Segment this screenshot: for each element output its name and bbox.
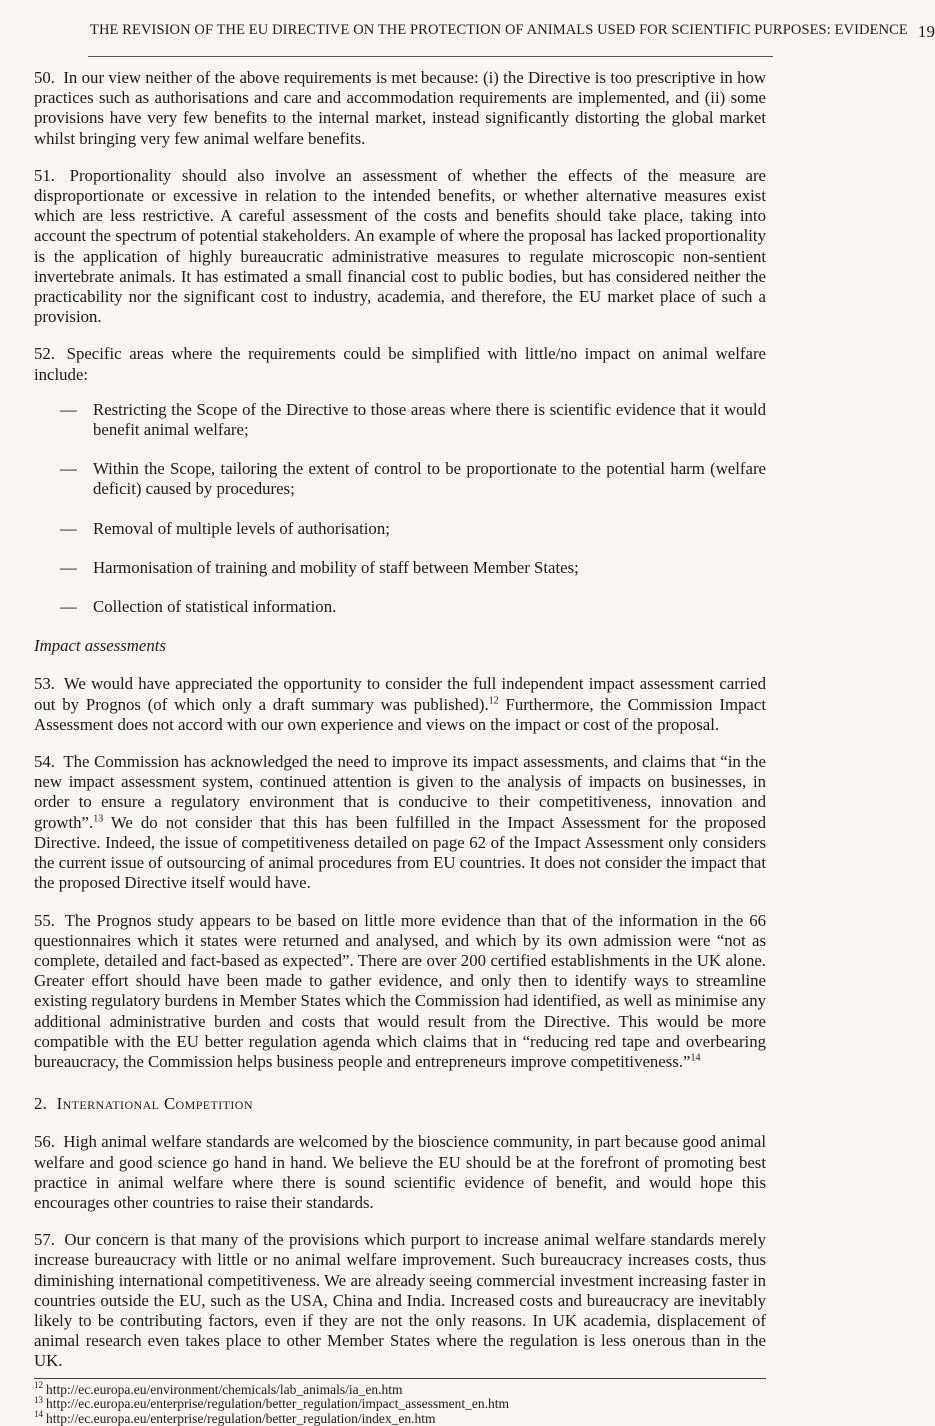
paragraph-text: Proportionality should also involve an assessment of whether the effects of the measure are disproportionate or excessive in relation to the intended benefits, or whether alternative measures exist which are less restrictive. A careful assessment of the costs and benefits should take place, taking into account the spectrum of potential stakeholders. An example of where the proposal has lacked proportionality is the application of highly bureaucratic administrative measures to regulate microscopic non-sentient invertebrate animals. It has estimated a small financial cost to public bodies, but has considered neither the practicability nor the significant cost to industry, academia, and therefore, the EU market place of such a provision. [34, 165, 767, 327]
footnotes [34, 1380, 766, 1426]
paragraph-number: 50. [34, 68, 55, 87]
list-item-text: Removal of multiple levels of authorisation; [93, 518, 390, 538]
footnote-rule [34, 1378, 766, 1379]
dash-marker: — [60, 399, 77, 419]
section-title: International Competition [56, 1094, 253, 1114]
paragraph-text: We would have appreciated the opportunity to consider the full independent impact assessment carried out by Prognos (of which only a draft summary was published). [34, 674, 766, 714]
paragraph-text-cont: Furthermore, the Commission Impact Assessment does not accord with our own experience and views on the impact or cost of the proposal. [34, 694, 766, 734]
paragraph-number: 53. [34, 674, 55, 694]
list-item [34, 597, 766, 617]
list-item-text: Collection of statistical information. [93, 597, 337, 617]
footnote-13 [34, 1394, 766, 1412]
paragraph-number: 52. [34, 344, 55, 364]
dash-marker: — [60, 557, 77, 577]
section-heading-international-competition [34, 1094, 766, 1114]
paragraph-text: The Commission has acknowledged the need to improve its impact assessments, and claims that “in the new impact assessment system, continued attention is given to the analysis of impacts on businesses, in order to ensure a regulatory environment that is conducive to their competitiveness, innovation and growth”. [34, 752, 766, 832]
running-title: THE REVISION OF THE EU DIRECTIVE ON THE PROTECTION OF ANIMALS USED FOR SCIENTIFIC PURPOSES: EVIDENCE [90, 22, 908, 38]
dash-marker: — [60, 459, 77, 479]
paragraph-53 [34, 674, 766, 735]
list-item-text: Restricting the Scope of the Directive to those areas where there is scientific evidence that it would benefit animal welfare; [93, 399, 766, 440]
list-item-text: Within the Scope, tailoring the extent of control to be proportionate to the potential harm (welfare deficit) caused by procedures; [93, 459, 766, 499]
list-item-text: Harmonisation of training and mobility of staff between Member States; [93, 557, 579, 577]
footnote-link[interactable]: http://ec.europa.eu/enterprise/regulation/better_regulation/impact_assessment_en.htm [46, 1396, 509, 1412]
impact-assessments-heading: Impact assessments [34, 636, 166, 656]
paragraph-number: 57. [34, 1230, 55, 1250]
footnote-mark: 12 [34, 1380, 43, 1391]
paragraph-text: In our view neither of the above requirements is met because: (i) the Directive is too prescriptive in how practices such as authorisations and care and accommodation requirements are implemented, and (ii) some provisions have very few benefits to the internal market, instead significantly distorting the global market whilst bringing very few animal welfare benefits. [34, 68, 767, 148]
footnote-mark: 13 [34, 1394, 43, 1405]
paragraph-text: The Prognos study appears to be based on little more evidence than that of the information in the 66 questionnaires which it states were returned and analysed, and which by its own admission were “not as complete, detailed and fact-based as expected”. There are over 200 certified establishments in the UK alone. Greater effort should have been made to gather evidence, and only then to identify ways to streamline existing regulatory burdens in Member States which the Commission had identified, as well as minimise any additional administrative burden and costs that would result from the Directive. This would be more compatible with the EU better regulation agenda which claims that in “reducing red tape and overbearing bureaucracy, the Commission helps business people and entrepreneurs improve competitiveness.” [34, 910, 766, 1071]
paragraph-50 [34, 68, 766, 149]
header-rule [88, 56, 773, 57]
list-item [34, 519, 766, 539]
running-header [90, 22, 935, 42]
paragraph-text: Our concern is that many of the provisions which purport to increase animal welfare standards merely increase bureaucracy with little or no animal welfare improvement. Such bureaucracy increases costs, thus diminishing international competitiveness. We are already seeing commercial investment increasing faster in countries outside the EU, such as the USA, China and India. Increased costs and bureaucracy are inevitably likely to be contributing factors, even if they are not the only reasons. In UK academia, displacement of animal research even takes place to other Member States where the regulation is less onerous than in the UK. [34, 1230, 766, 1371]
footnote-ref-13: 13 [93, 813, 104, 825]
simplification-list [34, 400, 766, 617]
footnote-ref-14: 14 [690, 1052, 701, 1064]
paragraph-text: Specific areas where the requirements could be simplified with little/no impact on animal welfare include: [34, 344, 766, 384]
paragraph-54 [34, 752, 766, 893]
footnote-ref-12: 12 [488, 695, 499, 707]
body-text [34, 68, 766, 1426]
footnote-14 [34, 1409, 766, 1426]
section-number: 2. [34, 1094, 48, 1114]
list-item [34, 400, 766, 440]
paragraph-text: High animal welfare standards are welcomed by the bioscience community, in part because good animal welfare and good science go hand in hand. We believe the EU should be at the forefront of promoting best practice in animal welfare where there is sound scientific evidence of benefit, and would hope this encourages other countries to raise their standards. [34, 1132, 766, 1212]
paragraph-text-cont: We do not consider that this has been fulfilled in the Impact Assessment for the proposed Directive. Indeed, the issue of competitiveness detailed on page 62 of the Impact Assessment only considers the current issue of outsourcing of animal procedures from EU countries. It does not consider the impact that the proposed Directive itself would have. [34, 812, 766, 893]
list-item [34, 558, 766, 578]
footnote-link[interactable]: http://ec.europa.eu/environment/chemicals/lab_animals/ia_en.htm [46, 1381, 403, 1397]
dash-marker: — [60, 597, 77, 617]
footnote-mark: 14 [34, 1409, 43, 1420]
paragraph-number: 56. [34, 1132, 55, 1152]
paragraph-56 [34, 1132, 766, 1213]
paragraph-number: 51. [34, 165, 55, 185]
paragraph-57 [34, 1230, 766, 1371]
list-item [34, 459, 766, 499]
paragraph-55 [34, 911, 766, 1073]
footnote-link[interactable]: http://ec.europa.eu/enterprise/regulation/better_regulation/index_en.htm [46, 1410, 436, 1426]
dash-marker: — [60, 518, 77, 538]
footnote-12 [34, 1380, 766, 1398]
paragraph-number: 54. [34, 752, 55, 772]
paragraph-number: 55. [34, 910, 55, 930]
paragraph-52 [34, 344, 766, 384]
page-number: 19 [917, 22, 935, 41]
paragraph-51 [34, 166, 766, 328]
